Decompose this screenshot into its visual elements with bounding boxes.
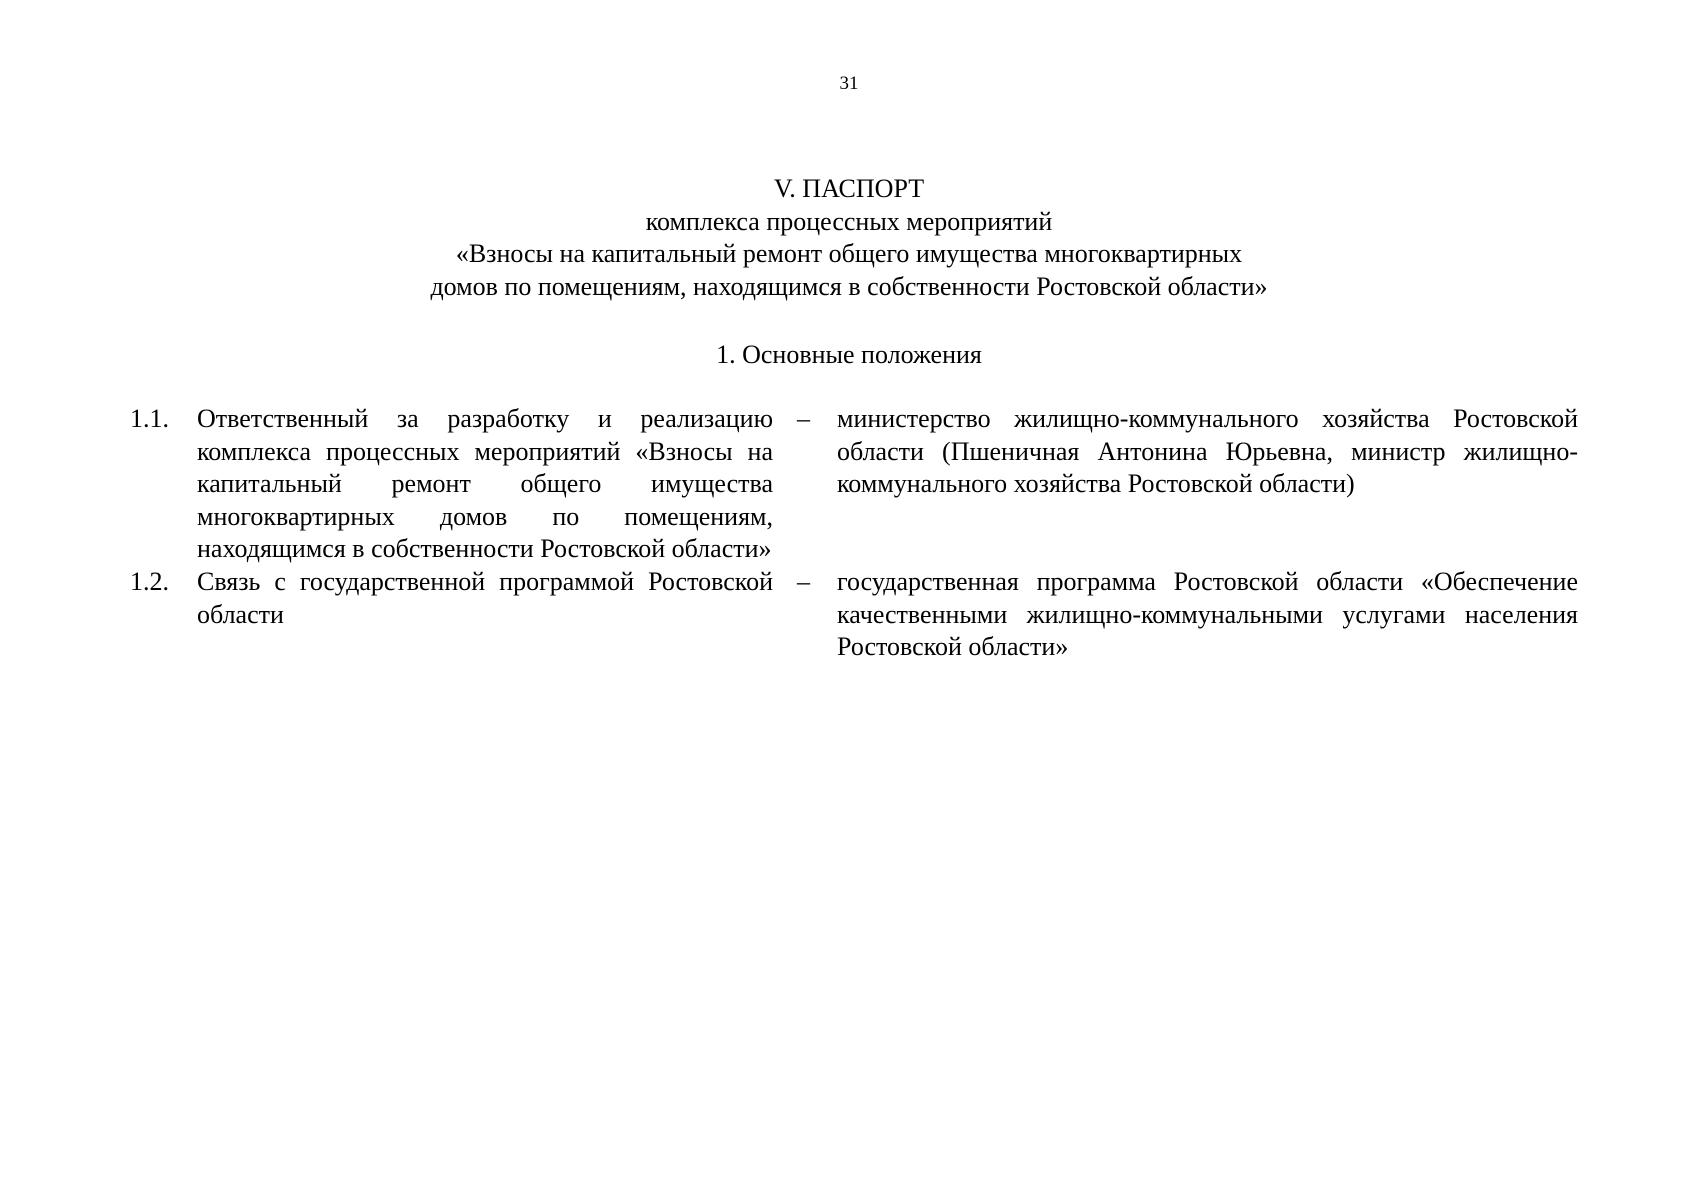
heading-line-1: V. ПАСПОРТ xyxy=(773,174,925,203)
item-value: министерство жилищно-коммунального хозяйства Ростовской области (Пшеничная Антонина Юрьевна, министр жилищно-коммунального хозяйства Ростовской области) xyxy=(837,404,1578,499)
heading-line-4: домов по помещениям, находящимся в собственности Ростовской области» xyxy=(430,271,1268,301)
provisions-list xyxy=(0,403,1698,662)
section-title: 1. Основные положения xyxy=(716,340,982,369)
page-number: 31 xyxy=(839,73,859,94)
item-number: 1.1. xyxy=(130,404,169,433)
item-value: государственная программа Ростовской области «Обеспечение качественными жилищно-коммунальными услугами населения Ростовской области» xyxy=(837,566,1578,662)
item-dash: – xyxy=(797,566,810,596)
item-label: Ответственный за разработку и реализацию комплекса процессных мероприятий «Взносы на капитальный ремонт общего имущества многоквартирных домов по помещениям, находящимся в собственности Ростовской области» xyxy=(197,404,773,564)
heading-line-2: комплекса процессных мероприятий xyxy=(645,206,1053,236)
provision-item-1-1 xyxy=(0,403,1698,566)
item-number: 1.2. xyxy=(130,566,169,596)
heading-line-3: «Взносы на капитальный ремонт общего имущества многоквартирных xyxy=(455,239,1243,268)
provision-item-1-2 xyxy=(0,566,1698,662)
document-heading xyxy=(0,173,1698,303)
item-label: Связь с государственной программой Ростовской области xyxy=(197,566,773,629)
item-dash: – xyxy=(797,404,810,433)
